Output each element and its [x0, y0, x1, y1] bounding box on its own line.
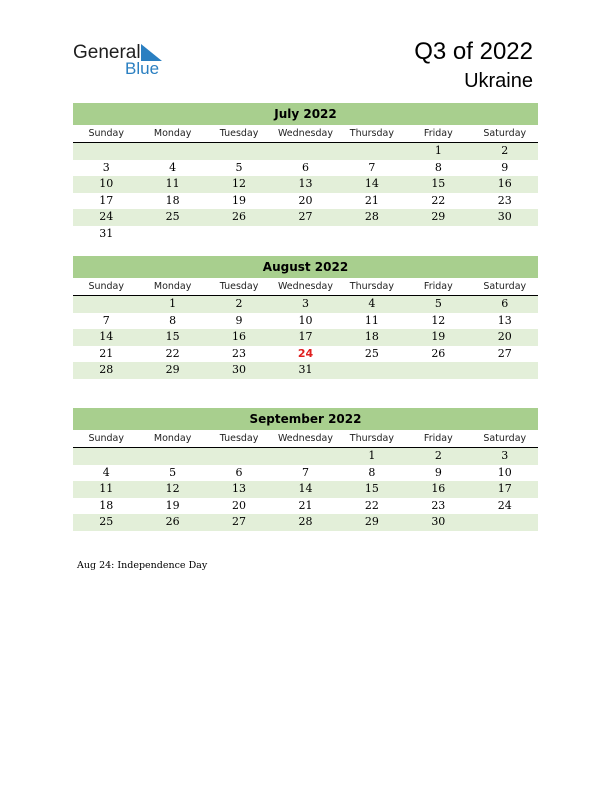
day-cell: 15 [431, 177, 446, 190]
day-cell: 20 [497, 330, 512, 343]
day-cell: 12 [232, 177, 247, 190]
day-cell: 5 [235, 160, 243, 174]
weekday-label: Wednesday [277, 281, 333, 292]
weekday-label: Saturday [483, 128, 527, 139]
month-calendar [73, 408, 538, 531]
week-row [73, 346, 538, 363]
day-cell: 9 [235, 313, 243, 327]
day-cell: 18 [364, 330, 379, 343]
day-cell [139, 226, 205, 243]
day-cell: 3 [102, 160, 110, 174]
month-title: July 2022 [73, 103, 538, 125]
day-cell: 11 [99, 482, 114, 495]
day-cell: 23 [431, 498, 446, 512]
day-cell: 27 [298, 210, 313, 223]
weekday-label: Saturday [483, 433, 527, 444]
weekday-header-row [73, 278, 538, 296]
day-cell: 7 [301, 465, 309, 479]
day-cell: 17 [298, 330, 313, 343]
day-cell: 2 [434, 449, 442, 462]
weekday-label: Thursday [349, 128, 394, 139]
day-cell: 15 [364, 482, 379, 495]
day-cell: 9 [501, 160, 509, 174]
day-cell [472, 362, 538, 379]
weekday-label: Sunday [88, 281, 124, 292]
holiday-day-cell: 24 [297, 346, 314, 360]
day-cell: 26 [431, 346, 446, 360]
day-cell: 11 [165, 177, 180, 190]
day-cell: 16 [497, 177, 512, 190]
day-cell: 4 [169, 160, 177, 174]
day-cell [73, 448, 139, 465]
day-cell: 6 [501, 297, 509, 310]
holiday-note: Aug 24: Independence Day [77, 560, 208, 571]
holiday-notes [77, 560, 207, 571]
weekday-label: Thursday [349, 433, 394, 444]
day-cell: 22 [165, 346, 180, 360]
week-row [73, 448, 538, 465]
day-cell: 25 [99, 515, 114, 528]
day-cell: 18 [99, 498, 114, 512]
day-cell: 7 [102, 313, 110, 327]
day-cell: 16 [431, 482, 446, 495]
day-cell: 2 [235, 297, 243, 310]
day-cell: 12 [431, 313, 446, 327]
weekday-header-row [73, 125, 538, 143]
day-cell: 14 [99, 330, 114, 343]
week-row [73, 313, 538, 330]
day-cell: 13 [298, 177, 313, 190]
day-cell: 1 [368, 449, 376, 462]
day-cell: 8 [169, 313, 177, 327]
day-cell [73, 143, 139, 160]
day-cell: 21 [364, 193, 379, 207]
day-cell: 31 [298, 363, 313, 376]
day-cell: 10 [298, 313, 313, 327]
day-cell: 13 [497, 313, 512, 327]
day-cell: 8 [434, 160, 442, 174]
weekday-label: Sunday [88, 128, 124, 139]
day-cell: 3 [301, 297, 309, 310]
day-cell: 2 [501, 144, 509, 157]
day-cell: 18 [165, 193, 180, 207]
brand-general-text: General [73, 42, 141, 63]
day-cell: 19 [232, 193, 247, 207]
week-row [73, 498, 538, 515]
day-cell: 20 [232, 498, 247, 512]
week-row [73, 329, 538, 346]
day-cell [206, 226, 272, 243]
brand-blue-text: Blue [125, 59, 160, 78]
weekday-header-row [73, 430, 538, 448]
day-cell: 1 [169, 297, 177, 310]
day-cell: 21 [99, 346, 114, 360]
country-name: Ukraine [464, 70, 533, 92]
day-cell: 20 [298, 193, 313, 207]
day-cell: 29 [165, 363, 180, 376]
week-row [73, 176, 538, 193]
day-cell: 8 [368, 465, 376, 479]
week-row [73, 209, 538, 226]
day-cell: 24 [497, 498, 512, 512]
day-cell: 15 [165, 330, 180, 343]
day-cell: 21 [298, 498, 313, 512]
weekday-label: Friday [423, 281, 453, 292]
weekday-label: Friday [423, 433, 453, 444]
month-title: September 2022 [73, 408, 538, 430]
day-cell: 13 [232, 482, 247, 495]
day-cell: 28 [99, 363, 114, 376]
week-row [73, 514, 538, 531]
day-cell: 9 [434, 465, 442, 479]
week-row [73, 362, 538, 379]
weekday-label: Monday [153, 281, 192, 292]
day-cell: 28 [298, 515, 313, 528]
day-cell: 3 [501, 449, 509, 462]
week-row [73, 481, 538, 498]
week-row [73, 143, 538, 160]
day-cell: 23 [232, 346, 247, 360]
weekday-label: Tuesday [219, 281, 259, 292]
day-cell [206, 143, 272, 160]
day-cell: 19 [431, 330, 446, 343]
day-cell [339, 226, 405, 243]
day-cell [472, 226, 538, 243]
day-cell: 17 [497, 482, 512, 495]
day-cell [272, 226, 338, 243]
weekday-label: Monday [153, 128, 192, 139]
day-cell [73, 296, 139, 313]
day-cell: 4 [368, 297, 376, 310]
day-cell: 30 [232, 363, 247, 376]
day-cell: 27 [232, 515, 247, 528]
day-cell: 31 [99, 226, 114, 240]
day-cell: 6 [301, 160, 309, 174]
week-row [73, 296, 538, 313]
day-cell: 19 [165, 498, 180, 512]
day-cell: 6 [235, 465, 243, 479]
day-cell: 25 [364, 346, 379, 360]
day-cell: 26 [232, 210, 247, 223]
day-cell: 30 [497, 210, 512, 223]
day-cell [272, 448, 338, 465]
week-row [73, 465, 538, 482]
day-cell: 10 [497, 465, 512, 479]
day-cell [339, 362, 405, 379]
month-calendar [73, 103, 538, 242]
week-row [73, 193, 538, 210]
month-calendar [73, 256, 538, 379]
day-cell: 22 [364, 498, 379, 512]
day-cell [139, 143, 205, 160]
day-cell [139, 448, 205, 465]
day-cell: 4 [102, 465, 110, 479]
day-cell [405, 362, 471, 379]
weekday-label: Wednesday [277, 128, 333, 139]
day-cell: 7 [368, 160, 376, 174]
day-cell: 12 [165, 482, 180, 495]
day-cell: 5 [169, 465, 177, 479]
brand-logo [73, 42, 173, 78]
day-cell: 27 [497, 346, 512, 360]
weekday-label: Sunday [88, 433, 124, 444]
day-cell: 29 [364, 515, 379, 528]
weekday-label: Friday [423, 128, 453, 139]
day-cell: 11 [364, 313, 379, 327]
page-title: Q3 of 2022 [414, 38, 533, 65]
month-title: August 2022 [73, 256, 538, 278]
day-cell: 26 [165, 515, 180, 528]
day-cell: 29 [431, 210, 446, 223]
week-row [73, 160, 538, 177]
day-cell: 5 [434, 297, 442, 310]
day-cell: 30 [431, 515, 446, 528]
weekday-label: Tuesday [219, 128, 259, 139]
day-cell: 28 [364, 210, 379, 223]
day-cell: 1 [434, 144, 442, 157]
day-cell: 14 [364, 177, 379, 190]
day-cell: 23 [497, 193, 512, 207]
day-cell [272, 143, 338, 160]
weekday-label: Thursday [349, 281, 394, 292]
day-cell: 22 [431, 193, 446, 207]
weekday-label: Wednesday [277, 433, 333, 444]
day-cell [206, 448, 272, 465]
day-cell [472, 514, 538, 531]
weekday-label: Monday [153, 433, 192, 444]
day-cell [339, 143, 405, 160]
day-cell: 16 [232, 330, 247, 343]
day-cell: 14 [298, 482, 313, 495]
day-cell [405, 226, 471, 243]
weekday-label: Tuesday [219, 433, 259, 444]
week-row [73, 226, 538, 243]
day-cell: 10 [99, 177, 114, 190]
day-cell: 17 [99, 193, 114, 207]
weekday-label: Saturday [483, 281, 527, 292]
day-cell: 24 [99, 210, 114, 223]
day-cell: 25 [165, 210, 180, 223]
